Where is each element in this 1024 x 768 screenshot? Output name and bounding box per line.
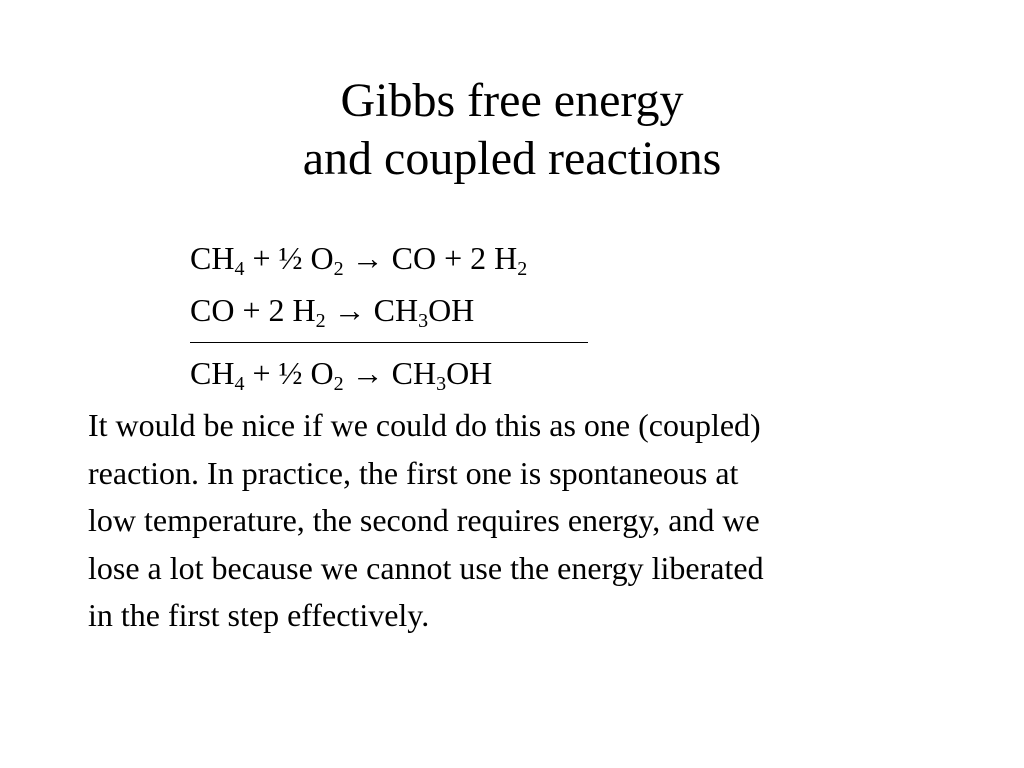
title-line-2: and coupled reactions <box>302 132 722 185</box>
equation-block <box>190 232 588 399</box>
paragraph-line: lose a lot because we cannot use the energy liberated <box>88 549 764 586</box>
eq1-text: CH <box>190 240 235 276</box>
eq1-text: → CO + 2 H <box>343 240 518 276</box>
eq1-text: + ½ O <box>244 240 334 276</box>
eq2-subscript: 2 <box>315 310 326 332</box>
equation-1 <box>190 232 588 284</box>
eq2-subscript: 3 <box>418 310 429 332</box>
title-line-1: Gibbs free energy <box>340 74 684 127</box>
eq3-text: → CH <box>343 355 437 391</box>
eq3-subscript: 4 <box>234 373 245 395</box>
eq2-text: CO + 2 H <box>190 292 316 328</box>
slide-title <box>0 72 1024 188</box>
eq2-text: → CH <box>325 292 419 328</box>
eq3-text: + ½ O <box>244 355 334 391</box>
equation-3 <box>190 347 588 399</box>
eq1-subscript: 2 <box>333 258 344 280</box>
explanation-paragraph <box>88 402 948 640</box>
eq3-subscript: 3 <box>436 373 447 395</box>
eq3-subscript: 2 <box>333 373 344 395</box>
paragraph-line: It would be nice if we could do this as one (coupled) <box>88 407 761 443</box>
paragraph-line: in the first step effectively. <box>88 597 430 633</box>
eq2-text: OH <box>428 292 475 328</box>
eq1-subscript: 4 <box>234 258 245 280</box>
eq3-text: CH <box>190 355 235 391</box>
equation-2 <box>190 284 588 336</box>
paragraph-line: low temperature, the second requires energy, and we <box>88 502 760 538</box>
paragraph-line: reaction. In practice, the first one is spontaneous at <box>88 454 739 491</box>
eq1-subscript: 2 <box>517 258 528 280</box>
eq3-text: OH <box>446 355 493 391</box>
sum-rule-divider <box>190 342 588 343</box>
